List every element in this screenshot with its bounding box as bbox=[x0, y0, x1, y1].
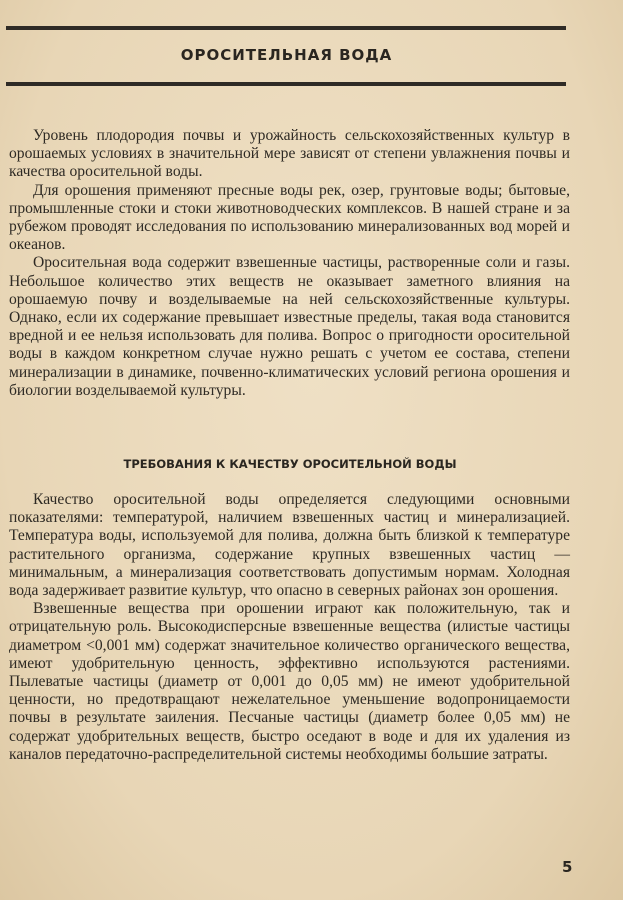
page-number: 5 bbox=[562, 858, 573, 876]
paragraph: Оросительная вода содержит взвешенные частицы, растворенные соли и газы. Небольшое количество этих веществ не оказывает заметного влияния на орошаемую почву и возделываемые на ней сельскохозяйственные культуры. Однако, если их содержание превышает известные пределы, такая вода становится вредной и ее нельзя использовать для полива. Вопрос о пригодности оросительной воды в каждом конкретном случае нужно решать с учетом ее состава, степени минерализации в динамике, почвенно-климатических условий региона орошения и биологии возделываемой культуры. bbox=[9, 254, 570, 399]
top-rule bbox=[6, 26, 566, 30]
paragraph: Взвешенные вещества при орошении играют как положительную, так и отрицательную роль. Высокодисперсные взвешенные вещества (илистые частицы диаметром <0,001 мм) содержат значительное количество органического вещества, имеют удобрительную ценность, эффективно используются растениями. Пылеватые частицы (диаметр от 0,001 до 0,05 мм) не имеют удобрительной ценности, но предотвращают нежелательное уменьшение водопроницаемости почвы в результате заиления. Песчаные частицы (диаметр более 0,05 мм) не содержат удобрительных веществ, быстро оседают в воде и для их удаления из каналов передаточно-распределительной системы необходимы большие затраты. bbox=[9, 600, 570, 763]
paragraph: Для орошения применяют пресные воды рек, озер, грунтовые воды; бытовые, промышленные стоки и стоки животноводческих комплексов. В нашей стране и за рубежом проводят исследования по использованию минерализованных вод морей и океанов. bbox=[9, 181, 570, 254]
paragraph: Качество оросительной воды определяется следующими основными показателями: температурой, наличием взвешенных частиц и минерализацией. Температура воды, используемой для полива, должна быть близкой к температуре растительного организма, содержание крупных взвешенных частиц — минимальным, а минерализация соответствовать допустимым нормам. Холодная вода задерживает развитие культур, что опасно в северных районах зон орошения. bbox=[9, 491, 570, 600]
section-text bbox=[9, 491, 570, 764]
paragraph: Уровень плодородия почвы и урожайность сельскохозяйственных культур в орошаемых условиях в значительной мере зависят от степени увлажнения почвы и качества оросительной воды. bbox=[9, 127, 570, 181]
section-title: ТРЕБОВАНИЯ К КАЧЕСТВУ ОРОСИТЕЛЬНОЙ ВОДЫ bbox=[123, 457, 457, 471]
title-bottom-rule bbox=[6, 82, 566, 86]
chapter-title: ОРОСИТЕЛЬНАЯ ВОДА bbox=[180, 46, 393, 64]
intro-text bbox=[9, 127, 570, 400]
